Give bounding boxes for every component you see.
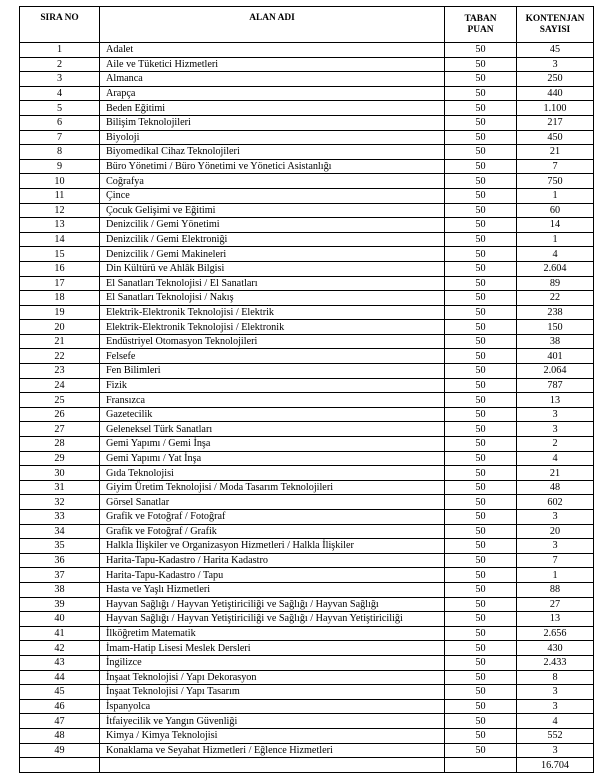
row-sira-no: 34 xyxy=(20,524,100,539)
table-row xyxy=(20,101,594,116)
row-taban-puan: 50 xyxy=(445,86,517,101)
table-row xyxy=(20,685,594,700)
row-taban-puan: 50 xyxy=(445,115,517,130)
row-alan-adi: Fizik xyxy=(100,378,445,393)
row-sira-no: 4 xyxy=(20,86,100,101)
row-sira-no: 17 xyxy=(20,276,100,291)
row-kontenjan: 238 xyxy=(517,305,594,320)
table-row xyxy=(20,159,594,174)
row-kontenjan: 150 xyxy=(517,320,594,335)
row-kontenjan: 3 xyxy=(517,699,594,714)
table-row xyxy=(20,378,594,393)
header-taban-puan-line1: TABAN xyxy=(464,14,497,24)
table-row xyxy=(20,188,594,203)
row-sira-no: 8 xyxy=(20,145,100,160)
row-kontenjan: 250 xyxy=(517,72,594,87)
row-sira-no: 7 xyxy=(20,130,100,145)
total-kontenjan: 16.704 xyxy=(517,758,594,773)
row-alan-adi: Kimya / Kimya Teknolojisi xyxy=(100,728,445,743)
row-sira-no: 47 xyxy=(20,714,100,729)
row-alan-adi: Harita-Tapu-Kadastro / Harita Kadastro xyxy=(100,553,445,568)
header-kontenjan-line1: KONTENJAN xyxy=(525,14,585,24)
row-sira-no: 33 xyxy=(20,510,100,525)
table-row xyxy=(20,291,594,306)
row-alan-adi: Büro Yönetimi / Büro Yönetimi ve Yönetici Asistanlığı xyxy=(100,159,445,174)
table-row xyxy=(20,582,594,597)
row-sira-no: 25 xyxy=(20,393,100,408)
row-sira-no: 29 xyxy=(20,451,100,466)
row-taban-puan: 50 xyxy=(445,320,517,335)
row-sira-no: 36 xyxy=(20,553,100,568)
row-taban-puan: 50 xyxy=(445,378,517,393)
row-kontenjan: 4 xyxy=(517,451,594,466)
table-footer xyxy=(20,758,594,773)
row-taban-puan: 50 xyxy=(445,43,517,58)
row-kontenjan: 2.604 xyxy=(517,261,594,276)
table-row xyxy=(20,174,594,189)
row-alan-adi: Gıda Teknolojisi xyxy=(100,466,445,481)
row-taban-puan: 50 xyxy=(445,699,517,714)
row-kontenjan: 2 xyxy=(517,437,594,452)
table-row xyxy=(20,495,594,510)
row-kontenjan: 60 xyxy=(517,203,594,218)
row-kontenjan: 2.656 xyxy=(517,626,594,641)
row-alan-adi: Almanca xyxy=(100,72,445,87)
header-row xyxy=(20,7,594,43)
row-alan-adi: Aile ve Tüketici Hizmetleri xyxy=(100,57,445,72)
row-kontenjan: 1 xyxy=(517,188,594,203)
row-taban-puan: 50 xyxy=(445,568,517,583)
table-row xyxy=(20,612,594,627)
row-alan-adi: Fen Bilimleri xyxy=(100,364,445,379)
row-sira-no: 18 xyxy=(20,291,100,306)
row-taban-puan: 50 xyxy=(445,72,517,87)
row-taban-puan: 50 xyxy=(445,334,517,349)
row-alan-adi: Biyomedikal Cihaz Teknolojileri xyxy=(100,145,445,160)
row-sira-no: 20 xyxy=(20,320,100,335)
row-alan-adi: Beden Eğitimi xyxy=(100,101,445,116)
row-alan-adi: Çocuk Gelişimi ve Eğitimi xyxy=(100,203,445,218)
row-sira-no: 13 xyxy=(20,218,100,233)
row-kontenjan: 1.100 xyxy=(517,101,594,116)
row-taban-puan: 50 xyxy=(445,612,517,627)
row-taban-puan: 50 xyxy=(445,159,517,174)
row-taban-puan: 50 xyxy=(445,261,517,276)
table-row xyxy=(20,743,594,758)
table-row xyxy=(20,451,594,466)
row-sira-no: 1 xyxy=(20,43,100,58)
row-sira-no: 49 xyxy=(20,743,100,758)
row-alan-adi: Giyim Üretim Teknolojisi / Moda Tasarım Teknolojileri xyxy=(100,480,445,495)
table-row xyxy=(20,364,594,379)
row-alan-adi: İspanyolca xyxy=(100,699,445,714)
row-kontenjan: 450 xyxy=(517,130,594,145)
header-alan-adi: ALAN ADI xyxy=(100,7,445,43)
row-alan-adi: Grafik ve Fotoğraf / Grafik xyxy=(100,524,445,539)
row-taban-puan: 50 xyxy=(445,349,517,364)
table-row xyxy=(20,422,594,437)
row-taban-puan: 50 xyxy=(445,728,517,743)
table-row xyxy=(20,597,594,612)
table-row xyxy=(20,334,594,349)
header-kontenjan-line2: SAYISI xyxy=(539,24,571,35)
row-sira-no: 21 xyxy=(20,334,100,349)
row-sira-no: 16 xyxy=(20,261,100,276)
table-row xyxy=(20,349,594,364)
row-taban-puan: 50 xyxy=(445,714,517,729)
row-taban-puan: 50 xyxy=(445,407,517,422)
table-body xyxy=(20,43,594,758)
row-sira-no: 37 xyxy=(20,568,100,583)
row-sira-no: 39 xyxy=(20,597,100,612)
table-row xyxy=(20,115,594,130)
header-kontenjan-sayisi xyxy=(517,7,594,43)
row-taban-puan: 50 xyxy=(445,495,517,510)
total-empty-puan xyxy=(445,758,517,773)
header-taban-puan xyxy=(445,7,517,43)
row-kontenjan: 88 xyxy=(517,582,594,597)
row-alan-adi: İtfaiyecilik ve Yangın Güvenliği xyxy=(100,714,445,729)
row-alan-adi: Geleneksel Türk Sanatları xyxy=(100,422,445,437)
row-alan-adi: Halkla İlişkiler ve Organizasyon Hizmetleri / Halkla İlişkiler xyxy=(100,539,445,554)
row-alan-adi: Grafik ve Fotoğraf / Fotoğraf xyxy=(100,510,445,525)
row-sira-no: 35 xyxy=(20,539,100,554)
row-kontenjan: 3 xyxy=(517,407,594,422)
row-kontenjan: 27 xyxy=(517,597,594,612)
row-kontenjan: 552 xyxy=(517,728,594,743)
row-taban-puan: 50 xyxy=(445,232,517,247)
row-alan-adi: Çince xyxy=(100,188,445,203)
table-row xyxy=(20,86,594,101)
row-sira-no: 23 xyxy=(20,364,100,379)
table-row xyxy=(20,480,594,495)
row-taban-puan: 50 xyxy=(445,466,517,481)
row-taban-puan: 50 xyxy=(445,539,517,554)
row-alan-adi: Felsefe xyxy=(100,349,445,364)
row-taban-puan: 50 xyxy=(445,101,517,116)
row-sira-no: 15 xyxy=(20,247,100,262)
row-taban-puan: 50 xyxy=(445,364,517,379)
row-alan-adi: İmam-Hatip Lisesi Meslek Dersleri xyxy=(100,641,445,656)
row-kontenjan: 14 xyxy=(517,218,594,233)
row-alan-adi: Adalet xyxy=(100,43,445,58)
row-alan-adi: Elektrik-Elektronik Teknolojisi / Elektronik xyxy=(100,320,445,335)
table-row xyxy=(20,305,594,320)
row-kontenjan: 217 xyxy=(517,115,594,130)
quota-table-page xyxy=(19,6,593,773)
row-alan-adi: İngilizce xyxy=(100,655,445,670)
total-row xyxy=(20,758,594,773)
row-alan-adi: Harita-Tapu-Kadastro / Tapu xyxy=(100,568,445,583)
row-kontenjan: 4 xyxy=(517,714,594,729)
row-kontenjan: 3 xyxy=(517,510,594,525)
row-kontenjan: 3 xyxy=(517,422,594,437)
row-sira-no: 9 xyxy=(20,159,100,174)
table-row xyxy=(20,510,594,525)
row-kontenjan: 2.433 xyxy=(517,655,594,670)
row-taban-puan: 50 xyxy=(445,305,517,320)
row-sira-no: 3 xyxy=(20,72,100,87)
row-sira-no: 32 xyxy=(20,495,100,510)
table-row xyxy=(20,43,594,58)
table-header xyxy=(20,7,594,43)
table-row xyxy=(20,655,594,670)
row-kontenjan: 13 xyxy=(517,393,594,408)
row-sira-no: 27 xyxy=(20,422,100,437)
table-row xyxy=(20,276,594,291)
row-kontenjan: 3 xyxy=(517,743,594,758)
row-sira-no: 5 xyxy=(20,101,100,116)
row-kontenjan: 21 xyxy=(517,466,594,481)
row-sira-no: 42 xyxy=(20,641,100,656)
row-sira-no: 6 xyxy=(20,115,100,130)
row-kontenjan: 2.064 xyxy=(517,364,594,379)
table-row xyxy=(20,130,594,145)
row-alan-adi: Biyoloji xyxy=(100,130,445,145)
row-sira-no: 48 xyxy=(20,728,100,743)
row-sira-no: 10 xyxy=(20,174,100,189)
table-row xyxy=(20,72,594,87)
row-taban-puan: 50 xyxy=(445,218,517,233)
table-row xyxy=(20,641,594,656)
row-alan-adi: El Sanatları Teknolojisi / Nakış xyxy=(100,291,445,306)
table-row xyxy=(20,57,594,72)
row-alan-adi: Coğrafya xyxy=(100,174,445,189)
row-taban-puan: 50 xyxy=(445,641,517,656)
row-sira-no: 28 xyxy=(20,437,100,452)
row-sira-no: 2 xyxy=(20,57,100,72)
row-sira-no: 26 xyxy=(20,407,100,422)
row-sira-no: 40 xyxy=(20,612,100,627)
table-row xyxy=(20,247,594,262)
row-alan-adi: Fransızca xyxy=(100,393,445,408)
row-alan-adi: İlköğretim Matematik xyxy=(100,626,445,641)
table-row xyxy=(20,437,594,452)
row-sira-no: 46 xyxy=(20,699,100,714)
row-taban-puan: 50 xyxy=(445,524,517,539)
row-alan-adi: Denizcilik / Gemi Makineleri xyxy=(100,247,445,262)
row-alan-adi: Görsel Sanatlar xyxy=(100,495,445,510)
table-row xyxy=(20,728,594,743)
row-alan-adi: Konaklama ve Seyahat Hizmetleri / Eğlence Hizmetleri xyxy=(100,743,445,758)
row-taban-puan: 50 xyxy=(445,655,517,670)
row-kontenjan: 430 xyxy=(517,641,594,656)
row-kontenjan: 22 xyxy=(517,291,594,306)
row-alan-adi: Elektrik-Elektronik Teknolojisi / Elektrik xyxy=(100,305,445,320)
row-taban-puan: 50 xyxy=(445,480,517,495)
table-row xyxy=(20,393,594,408)
row-taban-puan: 50 xyxy=(445,57,517,72)
row-taban-puan: 50 xyxy=(445,203,517,218)
row-sira-no: 22 xyxy=(20,349,100,364)
table-row xyxy=(20,232,594,247)
row-taban-puan: 50 xyxy=(445,130,517,145)
table-row xyxy=(20,320,594,335)
row-sira-no: 31 xyxy=(20,480,100,495)
row-kontenjan: 20 xyxy=(517,524,594,539)
row-taban-puan: 50 xyxy=(445,247,517,262)
header-taban-puan-line2: PUAN xyxy=(467,24,494,35)
row-kontenjan: 401 xyxy=(517,349,594,364)
table-row xyxy=(20,145,594,160)
row-sira-no: 30 xyxy=(20,466,100,481)
row-sira-no: 41 xyxy=(20,626,100,641)
row-kontenjan: 787 xyxy=(517,378,594,393)
table-row xyxy=(20,203,594,218)
row-taban-puan: 50 xyxy=(445,422,517,437)
row-kontenjan: 440 xyxy=(517,86,594,101)
row-alan-adi: Endüstriyel Otomasyon Teknolojileri xyxy=(100,334,445,349)
row-sira-no: 38 xyxy=(20,582,100,597)
row-kontenjan: 3 xyxy=(517,685,594,700)
table-row xyxy=(20,626,594,641)
table-row xyxy=(20,553,594,568)
table-row xyxy=(20,568,594,583)
row-sira-no: 14 xyxy=(20,232,100,247)
row-alan-adi: İnşaat Teknolojisi / Yapı Dekorasyon xyxy=(100,670,445,685)
table-row xyxy=(20,524,594,539)
table-row xyxy=(20,714,594,729)
row-kontenjan: 3 xyxy=(517,57,594,72)
row-taban-puan: 50 xyxy=(445,626,517,641)
row-taban-puan: 50 xyxy=(445,188,517,203)
total-empty-name xyxy=(100,758,445,773)
row-taban-puan: 50 xyxy=(445,670,517,685)
row-kontenjan: 1 xyxy=(517,232,594,247)
row-alan-adi: Gazetecilik xyxy=(100,407,445,422)
row-sira-no: 11 xyxy=(20,188,100,203)
quota-table xyxy=(19,6,594,773)
row-kontenjan: 8 xyxy=(517,670,594,685)
table-row xyxy=(20,699,594,714)
row-sira-no: 24 xyxy=(20,378,100,393)
row-taban-puan: 50 xyxy=(445,276,517,291)
row-taban-puan: 50 xyxy=(445,685,517,700)
table-row xyxy=(20,407,594,422)
row-sira-no: 19 xyxy=(20,305,100,320)
row-taban-puan: 50 xyxy=(445,291,517,306)
row-kontenjan: 602 xyxy=(517,495,594,510)
row-alan-adi: İnşaat Teknolojisi / Yapı Tasarım xyxy=(100,685,445,700)
row-alan-adi: Gemi Yapımı / Yat İnşa xyxy=(100,451,445,466)
table-row xyxy=(20,670,594,685)
row-kontenjan: 1 xyxy=(517,568,594,583)
total-empty-no xyxy=(20,758,100,773)
row-taban-puan: 50 xyxy=(445,553,517,568)
header-sira-no: SIRA NO xyxy=(20,7,100,43)
row-kontenjan: 13 xyxy=(517,612,594,627)
row-alan-adi: Bilişim Teknolojileri xyxy=(100,115,445,130)
row-sira-no: 12 xyxy=(20,203,100,218)
table-row xyxy=(20,539,594,554)
row-kontenjan: 38 xyxy=(517,334,594,349)
row-alan-adi: Arapça xyxy=(100,86,445,101)
row-kontenjan: 48 xyxy=(517,480,594,495)
table-row xyxy=(20,218,594,233)
table-row xyxy=(20,466,594,481)
row-alan-adi: Hasta ve Yaşlı Hizmetleri xyxy=(100,582,445,597)
row-alan-adi: Din Kültürü ve Ahlâk Bilgisi xyxy=(100,261,445,276)
row-alan-adi: El Sanatları Teknolojisi / El Sanatları xyxy=(100,276,445,291)
row-taban-puan: 50 xyxy=(445,582,517,597)
row-sira-no: 43 xyxy=(20,655,100,670)
row-taban-puan: 50 xyxy=(445,393,517,408)
row-taban-puan: 50 xyxy=(445,451,517,466)
row-kontenjan: 89 xyxy=(517,276,594,291)
row-alan-adi: Hayvan Sağlığı / Hayvan Yetiştiriciliği ve Sağlığı / Hayvan Sağlığı xyxy=(100,597,445,612)
row-alan-adi: Hayvan Sağlığı / Hayvan Yetiştiriciliği ve Sağlığı / Hayvan Yetiştiriciliği xyxy=(100,612,445,627)
row-sira-no: 45 xyxy=(20,685,100,700)
row-kontenjan: 21 xyxy=(517,145,594,160)
row-taban-puan: 50 xyxy=(445,743,517,758)
table-row xyxy=(20,261,594,276)
row-sira-no: 44 xyxy=(20,670,100,685)
row-kontenjan: 4 xyxy=(517,247,594,262)
row-kontenjan: 750 xyxy=(517,174,594,189)
row-taban-puan: 50 xyxy=(445,174,517,189)
row-alan-adi: Denizcilik / Gemi Elektroniği xyxy=(100,232,445,247)
row-alan-adi: Denizcilik / Gemi Yönetimi xyxy=(100,218,445,233)
row-kontenjan: 7 xyxy=(517,553,594,568)
row-taban-puan: 50 xyxy=(445,145,517,160)
row-taban-puan: 50 xyxy=(445,437,517,452)
row-taban-puan: 50 xyxy=(445,597,517,612)
row-kontenjan: 3 xyxy=(517,539,594,554)
row-alan-adi: Gemi Yapımı / Gemi İnşa xyxy=(100,437,445,452)
row-taban-puan: 50 xyxy=(445,510,517,525)
row-kontenjan: 7 xyxy=(517,159,594,174)
row-kontenjan: 45 xyxy=(517,43,594,58)
